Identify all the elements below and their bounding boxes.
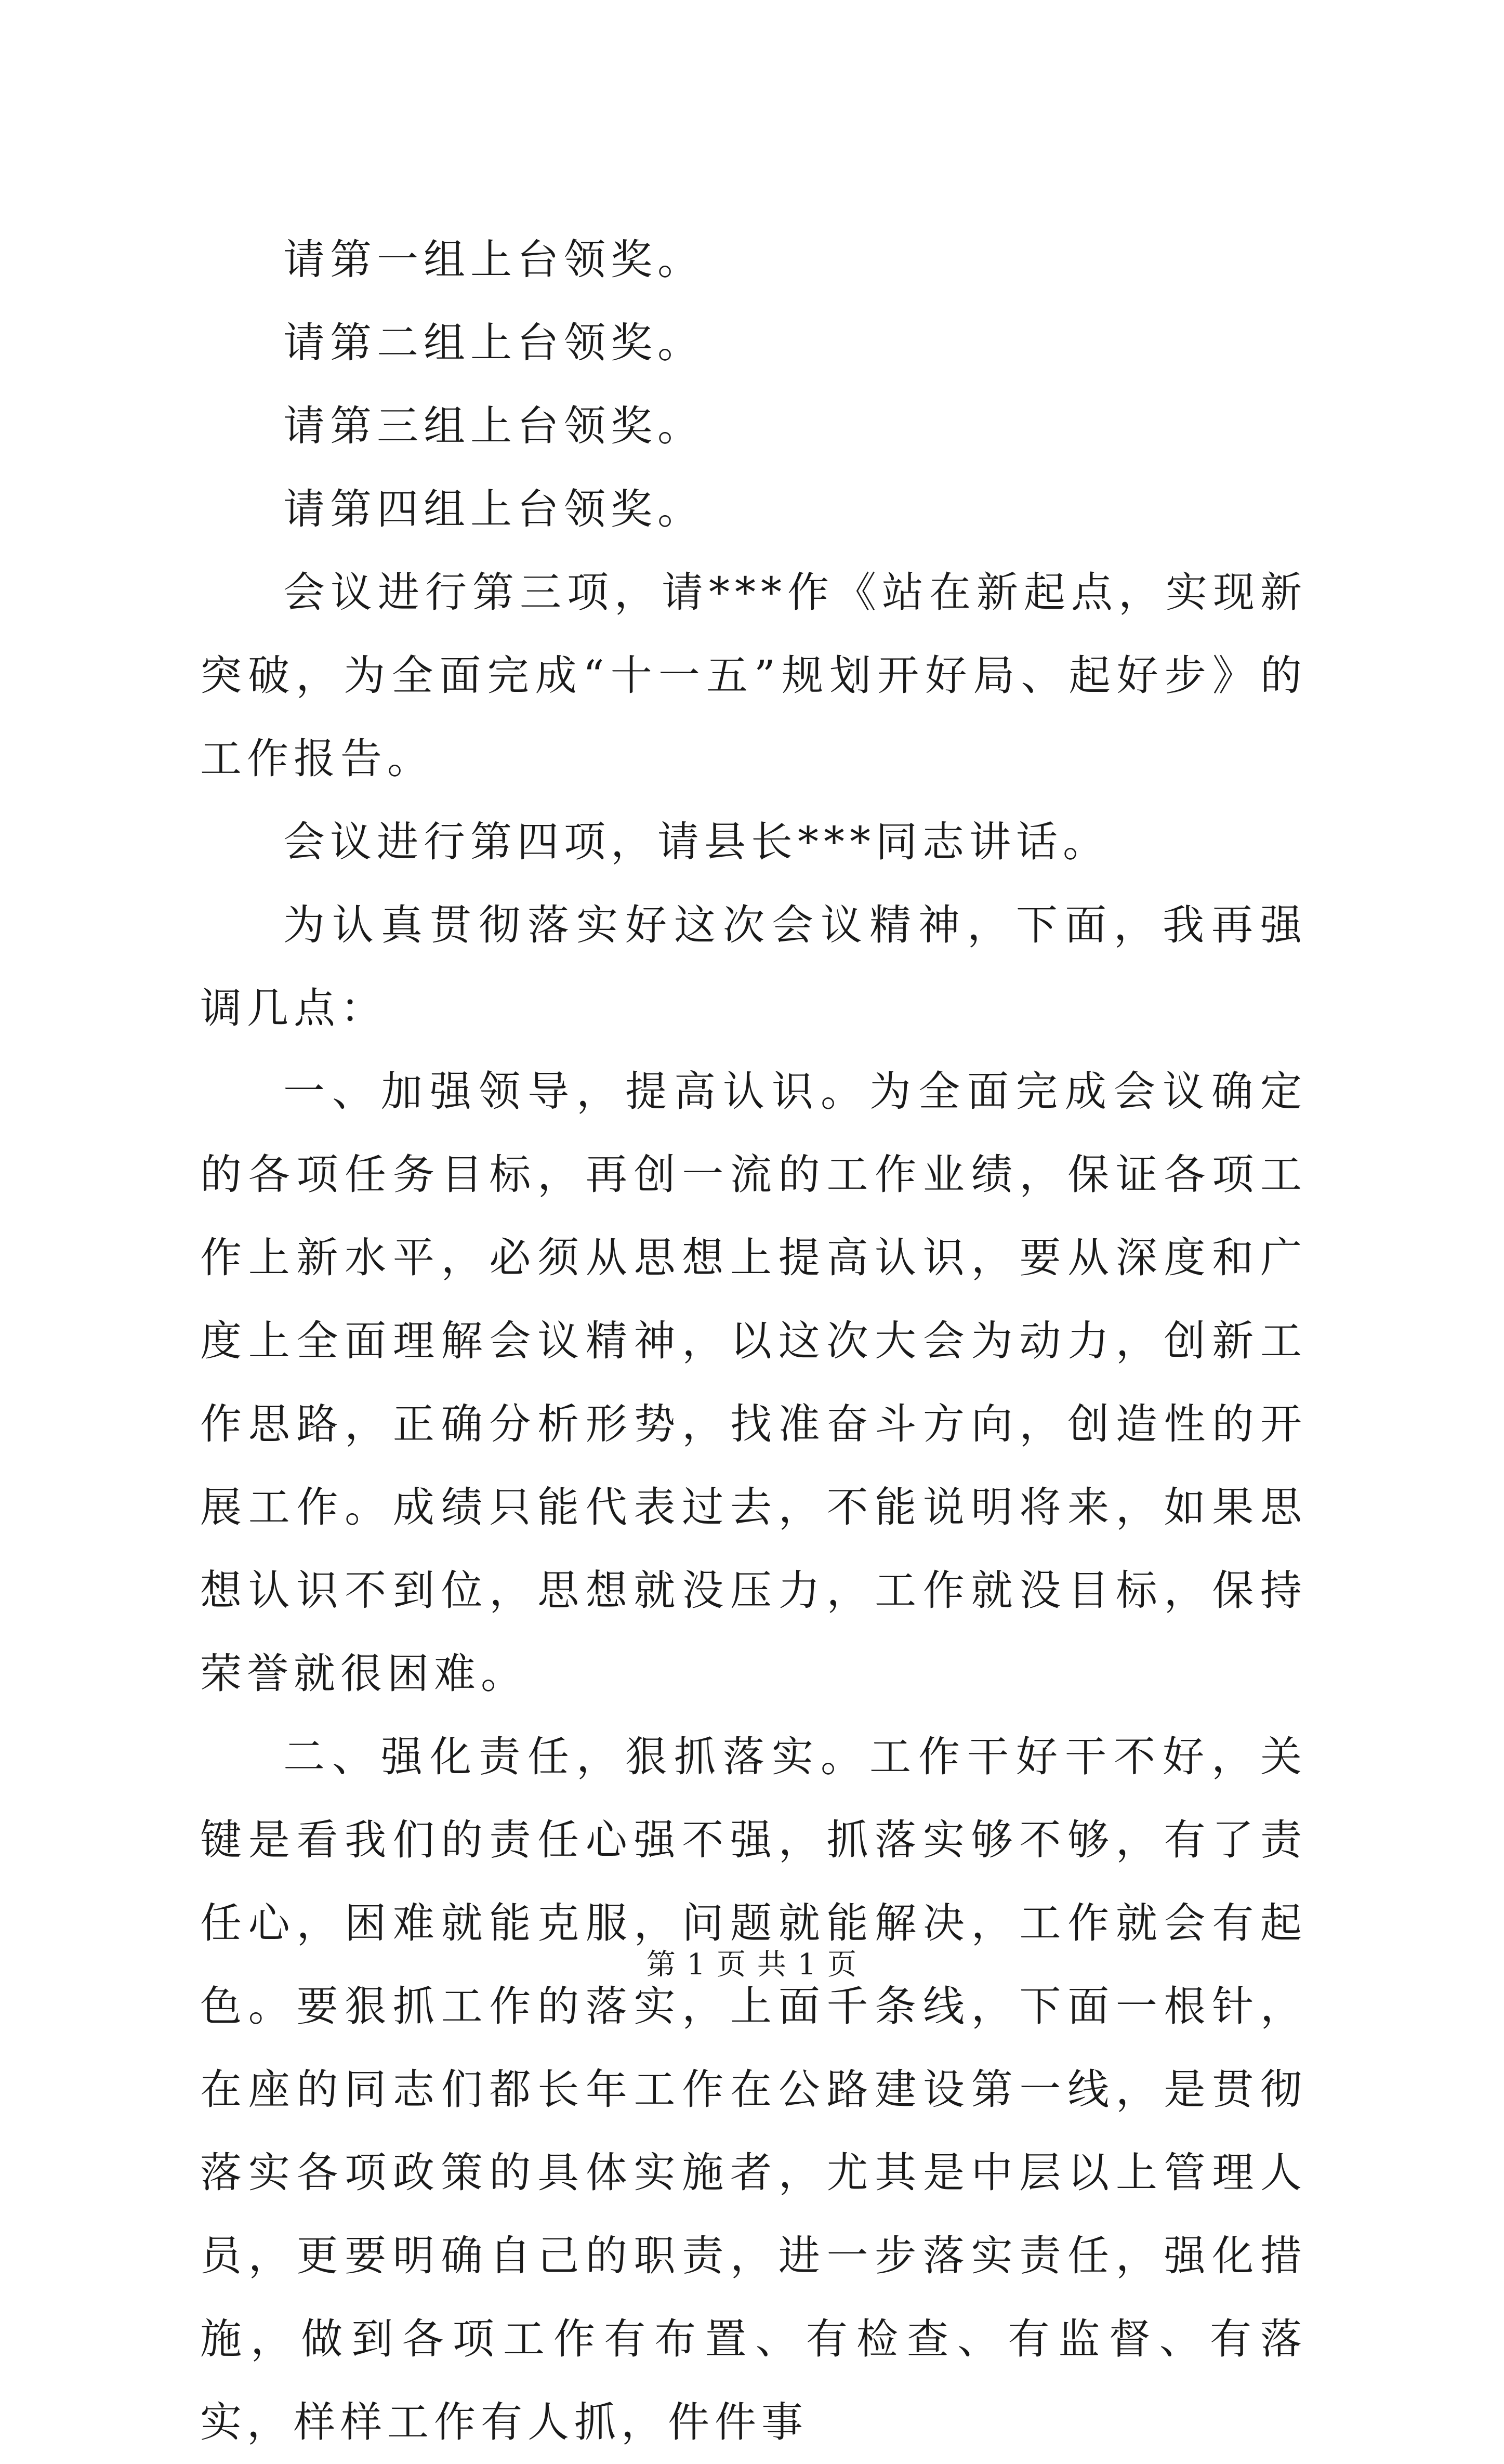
- paragraph-emphasis-intro: 为认真贯彻落实好这次会议精神，下面，我再强调几点：: [200, 901, 1307, 1032]
- paragraph-agenda-item-4: 会议进行第四项，请县长***同志讲话。: [283, 818, 1110, 866]
- paragraph-award-group-4: 请第四组上台领奖。: [283, 485, 704, 533]
- paragraph-point-2: 二、强化责任，狠抓落实。工作干好干不好，关键是看我们的责任心强不强，抓落实够不够，有了责任心，困难就能克服，问题就能解决，工作就会有起色。要狠抓工作的落实，上面千条线，下面一根针，在座的同志们都长年工作在公路建设第一线，是贯彻落实各项政策的具体实施者，尤其是中层以上管理人员，更要明确自己的职责，进一步落实责任，强化措施，做到各项工作有布置、有检查、有监督、有落实，样样工作有人抓，件件事: [200, 1733, 1307, 2446]
- document-body: [200, 218, 1307, 2464]
- paragraph-award-group-3: 请第三组上台领奖。: [283, 402, 704, 450]
- paragraph-point-1: 一、加强领导，提高认识。为全面完成会议确定的各项任务目标，再创一流的工作业绩，保证各项工作上新水平，必须从思想上提高认识，要从深度和广度上全面理解会议精神，以这次大会为动力，创新工作思路，正确分析形势，找准奋斗方向，创造性的开展工作。成绩只能代表过去，不能说明将来，如果思想认识不到位，思想就没压力，工作就没目标，保持荣誉就很困难。: [200, 1067, 1307, 1698]
- paragraph-award-group-2: 请第二组上台领奖。: [283, 319, 704, 367]
- page-number-footer: 第 1 页 共 1 页: [646, 1948, 858, 1982]
- paragraph-agenda-item-3: 会议进行第三项，请***作《站在新起点，实现新突破，为全面完成“十一五”规划开好局、起好步》的工作报告。: [200, 568, 1307, 783]
- paragraph-award-group-1: 请第一组上台领奖。: [283, 235, 704, 284]
